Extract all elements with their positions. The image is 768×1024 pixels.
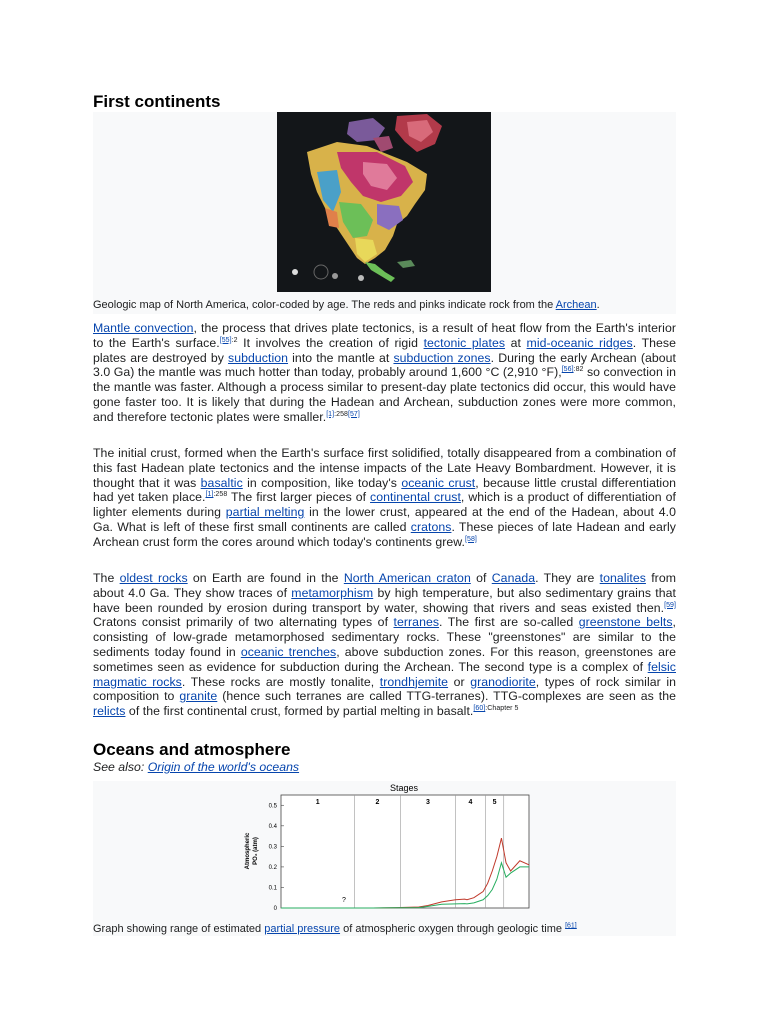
text: , above subduction zones. For this reason, greenstones are sometimes seen as evidence for subduction during the Archean. The second type is a complex of [93,644,676,674]
text: . During the early Archean (about 3.0 Ga) the mantle was much hotter than today, probably around 1,600 °C (2,910 °F), [93,350,676,380]
ref-page: :258 [334,410,348,418]
ref-60[interactable]: [60] [473,705,486,713]
text: (hence such terranes are called TTG-terranes). TTG-complexes are seen as the [217,689,676,704]
ref-1[interactable]: [1] [326,410,335,418]
paragraph-mantle-convection [93,321,676,425]
link-magmatic-rocks[interactable]: magmatic rocks [93,674,182,689]
stage-label: 1 [315,799,320,806]
text: . They are [535,571,600,585]
ref-page: :258 [213,491,228,499]
text: , consisting of low-grade metamorphosed sedimentary rocks. These "greenstones" are similar to the sediments today found in [93,615,676,659]
figure-geologic-map [93,112,676,314]
ref-56[interactable]: [56] [561,366,574,374]
link-tonalites[interactable]: tonalites [599,571,646,585]
text: , which is a product of differentiation of lighter elements during [93,490,676,520]
link-origin-of-oceans[interactable]: Origin of the world's oceans [147,760,300,774]
link-granite[interactable]: granite [179,689,218,704]
text: into the mantle at [288,350,394,365]
link-continental-crust[interactable]: continental crust [370,490,461,505]
link-partial-melting[interactable]: partial melting [225,505,305,520]
stage-label: 3 [426,799,430,806]
text: from about 4.0 Ga. They show traces of [93,571,677,600]
y-tick-label: 0.5 [268,803,277,810]
ref-1[interactable]: [1] [205,491,214,499]
section-heading-oceans-atmosphere: Oceans and atmosphere [93,740,291,759]
north-america-map-icon [277,112,491,292]
ref-59[interactable]: [59] [664,601,676,609]
caption-text: Geologic map of North America, color-coded by age. The reds and pinks indicate rock from the [93,299,556,311]
ref-58[interactable]: [58] [465,535,477,543]
caption-end: . [596,299,600,311]
link-metamorphism[interactable]: metamorphism [291,585,374,600]
text: or [448,674,471,689]
y-tick-label: 0.3 [268,844,277,851]
oxygen-chart[interactable] [93,781,676,921]
y-tick-label: 0 [273,906,277,912]
text: , because little crustal differentiation had yet taken place. [93,475,676,505]
link-mantle-convection[interactable]: Mantle convection [93,321,194,335]
stage-label: 4 [468,799,473,806]
text: . The first are so-called [439,615,579,630]
link-subduction[interactable]: subduction [228,350,289,365]
figure-caption-oxygen [93,922,676,936]
text: by high temperature, but also sedimentary grains that have been rounded by erosion during transport by water, showing that rivers and seas existed then. [93,585,676,615]
link-trondhjemite[interactable]: trondhjemite [379,674,449,689]
section-heading-first-continents: First continents [93,92,221,111]
text: at [505,335,527,350]
ref-page: :Chapter 5 [485,705,519,713]
link-tectonic-plates[interactable]: tectonic plates [423,335,506,350]
figure-oxygen-graph [93,781,676,936]
paragraph-oldest-rocks [93,571,676,719]
y-tick-label: 0.1 [268,885,277,892]
y-axis-label-line1: Atmospheric [245,832,251,870]
text: on Earth are found in the [187,571,344,585]
chart-title: Stages [389,783,419,793]
ref-page: :2 [231,336,238,344]
text: . These rocks are mostly tonalite, [181,674,380,689]
ref-55[interactable]: [55] [219,336,232,344]
ref-61[interactable]: [61] [565,922,577,930]
link-oceanic-trenches[interactable]: oceanic trenches [240,644,337,659]
link-greenstone-belts[interactable]: greenstone belts [578,615,673,630]
link-mid-oceanic-ridges[interactable]: mid-oceanic ridges [526,335,633,350]
link-relicts[interactable]: relicts [93,704,126,719]
text: , types of rock similar in composition to [93,674,676,704]
see-also-label: See also: [93,760,148,774]
text: , the process that drives plate tectonics, is a result of heat flow from the Earth's interior to the Earth's surface. [93,321,677,350]
question-mark: ? [342,897,346,904]
link-canada[interactable]: Canada [491,571,536,585]
link-terranes[interactable]: terranes [393,615,440,630]
text: The [93,571,120,585]
link-felsic[interactable]: felsic [647,659,676,674]
y-tick-label: 0.2 [268,864,277,871]
text: so convection in the mantle was faster. Although a process similar to present-day plate tectonics did occur, this would have gone faster too. It is likely that during the Hadean and Archean, subduction zones were more common, and therefore tectonic plates were smaller. [93,365,676,424]
link-oceanic-crust[interactable]: oceanic crust [401,475,476,490]
text: The first larger pieces of [227,490,371,505]
text: Cratons consist primarily of two alternating types of [93,615,394,630]
see-also-note [93,760,299,774]
stage-label: 5 [492,799,497,806]
link-subduction-zones[interactable]: subduction zones [393,350,491,365]
caption-end: of atmospheric oxygen through geologic time [340,923,563,935]
link-archean[interactable]: Archean [555,299,597,311]
text: in the lower crust, appeared at the end of the Hadean, about 4.0 Ga. What is left of these first small continents are called [93,505,676,534]
text: . These pieces of late Hadean and early Archean crust form the cores around which today's continents grew. [93,519,676,549]
plot-frame [281,795,529,908]
caption-text: Graph showing range of estimated [93,923,265,935]
link-partial-pressure[interactable]: partial pressure [264,923,341,935]
ref-57[interactable]: [57] [347,410,360,418]
link-basaltic[interactable]: basaltic [200,475,243,490]
text: in composition, like today's [242,475,402,490]
link-north-american-craton[interactable]: North American craton [343,571,471,585]
geologic-map-image[interactable] [277,112,491,292]
ref-page: :82 [573,366,584,374]
figure-caption-geologic-map [93,298,676,312]
link-granodiorite[interactable]: granodiorite [470,674,536,689]
text: The initial crust, formed when the Earth's surface first solidified, totally disappeared from a combination of this fast Hadean plate tectonics and the intense impacts of the Late Heavy Bombardment. However, it is thought that it was [93,446,676,490]
text: of the first continental crust, formed by partial melting in basalt. [125,704,474,719]
link-cratons[interactable]: cratons [410,519,452,534]
stage-label: 2 [375,799,380,806]
y-axis-label-line2: PO₂ (atm) [253,837,259,865]
text: . These plates are destroyed by [93,335,677,365]
text: It involves the creation of rigid [237,335,424,350]
paragraph-initial-crust [93,446,676,550]
y-tick-label: 0.4 [268,823,277,830]
link-oldest-rocks[interactable]: oldest rocks [119,571,188,585]
text: of [470,571,492,585]
